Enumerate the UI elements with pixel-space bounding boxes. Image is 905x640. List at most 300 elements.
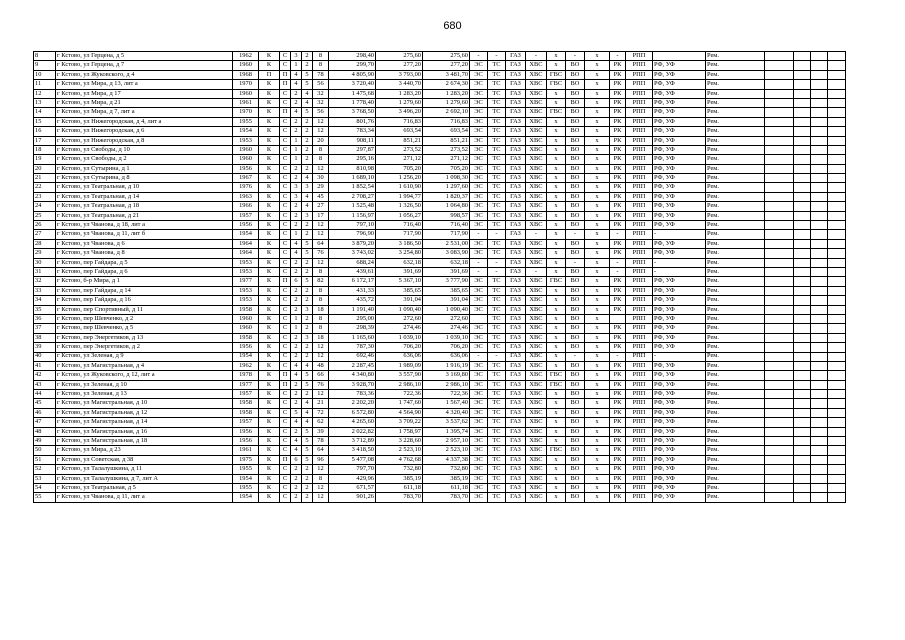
table-cell: 42	[34, 371, 56, 380]
table-cell: ГАЗ	[506, 202, 526, 211]
table-cell: 4	[302, 192, 313, 201]
table-cell: РПП	[626, 192, 653, 201]
table-cell: 1954	[233, 127, 259, 136]
empty-cell	[811, 371, 828, 380]
table-cell: Рем.	[706, 437, 765, 446]
table-cell: РК	[610, 474, 626, 483]
table-cell: ЭС	[470, 390, 488, 399]
table-cell: х	[547, 267, 566, 276]
table-cell: 2 022,82	[329, 427, 376, 436]
table-cell: ХВС	[526, 399, 547, 408]
table-row	[34, 70, 846, 79]
table-cell: 2 957,10	[423, 437, 470, 446]
empty-cell	[828, 221, 846, 230]
table-row	[34, 249, 846, 258]
table-cell: 1957	[233, 211, 259, 220]
table-cell: 716,83	[376, 117, 423, 126]
table-cell: ГАЗ	[506, 155, 526, 164]
table-cell: х	[585, 390, 610, 399]
table-cell: ГАЗ	[506, 98, 526, 107]
table-cell: Рем.	[706, 70, 765, 79]
table-cell: Рем.	[706, 221, 765, 230]
table-cell: г Кстово, ул Магистральная, д 12	[56, 408, 233, 417]
table-cell: РК	[610, 202, 626, 211]
table-cell: 2	[291, 221, 302, 230]
table-cell: ХВС	[526, 343, 547, 352]
table-cell: х	[585, 221, 610, 230]
table-cell: 17	[313, 211, 329, 220]
table-cell: ХВС	[526, 361, 547, 370]
table-cell: ВО	[566, 239, 585, 248]
table-cell: 56	[313, 80, 329, 89]
table-cell: РФ, УФ	[653, 202, 706, 211]
empty-cell	[828, 174, 846, 183]
table-cell: 1955	[233, 483, 259, 492]
table-cell: Рем.	[706, 136, 765, 145]
empty-cell	[765, 474, 794, 483]
table-cell: ЭС	[470, 89, 488, 98]
table-cell: 275,60	[376, 52, 423, 61]
table-cell: 3	[291, 183, 302, 192]
table-cell: ЭС	[470, 174, 488, 183]
table-cell: С	[280, 483, 291, 492]
table-cell: ЭС	[470, 127, 488, 136]
table-cell: С	[280, 61, 291, 70]
table-cell: х	[585, 202, 610, 211]
empty-cell	[811, 192, 828, 201]
table-cell: 12	[313, 164, 329, 173]
table-row	[34, 183, 846, 192]
table-cell: х	[585, 117, 610, 126]
table-row	[34, 333, 846, 342]
empty-cell	[794, 361, 811, 370]
empty-cell	[794, 108, 811, 117]
table-cell: С	[280, 145, 291, 154]
table-cell: х	[547, 493, 566, 502]
table-cell: 2	[291, 296, 302, 305]
table-cell: 1960	[233, 89, 259, 98]
table-cell: х	[585, 314, 610, 323]
table-cell: 4	[291, 437, 302, 446]
table-cell: х	[547, 305, 566, 314]
table-cell: ХВС	[526, 127, 547, 136]
table-cell: ТС	[488, 390, 506, 399]
table-cell: 4 564,90	[376, 408, 423, 417]
table-cell: ЭС	[470, 399, 488, 408]
table-cell: 13	[34, 98, 56, 107]
table-row	[34, 286, 846, 295]
table-cell: ГАЗ	[506, 127, 526, 136]
table-cell: 29	[313, 183, 329, 192]
table-cell: ТС	[488, 239, 506, 248]
empty-cell	[765, 230, 794, 239]
table-cell: ГАЗ	[506, 408, 526, 417]
table-cell: х	[585, 352, 610, 361]
table-cell: ГАЗ	[506, 258, 526, 267]
empty-cell	[828, 343, 846, 352]
table-cell: ГАЗ	[506, 361, 526, 370]
empty-cell	[765, 343, 794, 352]
table-cell: г Кстово, ул Сутырина, д 1	[56, 164, 233, 173]
table-cell: РПП	[626, 427, 653, 436]
table-cell: 1 852,54	[329, 183, 376, 192]
table-cell: ТС	[488, 427, 506, 436]
table-cell: 1 778,40	[329, 98, 376, 107]
empty-cell	[811, 145, 828, 154]
empty-cell	[828, 277, 846, 286]
table-cell: РФ, УФ	[653, 408, 706, 417]
table-cell: ГАЗ	[506, 164, 526, 173]
table-cell: х	[585, 98, 610, 107]
table-cell: С	[280, 202, 291, 211]
table-cell: х	[585, 371, 610, 380]
table-cell: 2	[302, 352, 313, 361]
table-cell: 46	[34, 408, 56, 417]
table-cell: 783,34	[329, 127, 376, 136]
table-cell: 32	[34, 277, 56, 286]
table-cell: ГВС	[547, 70, 566, 79]
table-cell: ГАЗ	[506, 446, 526, 455]
empty-cell	[765, 390, 794, 399]
table-cell: ВО	[566, 136, 585, 145]
table-cell: РК	[610, 277, 626, 286]
table-cell: 1	[291, 145, 302, 154]
table-cell: РПП	[626, 80, 653, 89]
table-cell: г Кстово, пер Гайдара, д 5	[56, 258, 233, 267]
table-cell: РПП	[626, 145, 653, 154]
table-row	[34, 174, 846, 183]
empty-cell	[828, 98, 846, 107]
table-cell: ГАЗ	[506, 465, 526, 474]
empty-cell	[765, 70, 794, 79]
table-cell: РПП	[626, 89, 653, 98]
table-cell: ГАЗ	[506, 437, 526, 446]
table-cell: 4	[302, 418, 313, 427]
table-cell: 1953	[233, 258, 259, 267]
table-cell: РК	[610, 333, 626, 342]
table-cell: 1960	[233, 61, 259, 70]
table-cell: ТС	[488, 333, 506, 342]
table-cell: 851,21	[376, 136, 423, 145]
table-cell: г Кстово, ул Театральная, д 14	[56, 192, 233, 201]
table-cell: ГАЗ	[506, 108, 526, 117]
table-cell: РПП	[626, 380, 653, 389]
table-row	[34, 155, 846, 164]
table-cell: 2	[291, 390, 302, 399]
table-cell: К	[259, 314, 280, 323]
table-cell: ГАЗ	[506, 80, 526, 89]
table-cell: РФ, УФ	[653, 446, 706, 455]
table-cell: РФ, УФ	[653, 80, 706, 89]
table-cell: 3	[302, 333, 313, 342]
table-cell: 37	[34, 324, 56, 333]
table-cell: 5	[302, 455, 313, 464]
empty-cell	[765, 61, 794, 70]
table-cell: С	[280, 437, 291, 446]
table-cell: ВО	[566, 296, 585, 305]
table-cell: 295,00	[329, 314, 376, 323]
table-cell: ТС	[488, 61, 506, 70]
empty-cell	[765, 136, 794, 145]
table-row	[34, 314, 846, 323]
table-cell: 8	[313, 324, 329, 333]
table-cell: ЭС	[470, 305, 488, 314]
table-cell: 38	[34, 333, 56, 342]
table-cell: ТС	[488, 80, 506, 89]
empty-cell	[765, 314, 794, 323]
table-cell: С	[280, 155, 291, 164]
table-cell: ВО	[566, 192, 585, 201]
table-cell: 908,11	[329, 136, 376, 145]
table-cell: РПП	[626, 249, 653, 258]
table-row	[34, 380, 846, 389]
empty-cell	[828, 408, 846, 417]
table-cell: 2 523,10	[376, 446, 423, 455]
table-cell: РПП	[626, 108, 653, 117]
table-cell: ЭС	[470, 70, 488, 79]
empty-cell	[794, 474, 811, 483]
table-cell: 1958	[233, 333, 259, 342]
table-row	[34, 192, 846, 201]
table-cell: х	[585, 465, 610, 474]
table-cell: 273,52	[376, 145, 423, 154]
table-cell: -	[526, 230, 547, 239]
table-cell: 5	[302, 446, 313, 455]
table-cell: -	[526, 267, 547, 276]
table-cell: 62	[313, 418, 329, 427]
empty-cell	[828, 446, 846, 455]
table-cell: ЭС	[470, 427, 488, 436]
table-cell: 4 320,40	[423, 408, 470, 417]
empty-cell	[828, 474, 846, 483]
table-cell: х	[585, 427, 610, 436]
table-cell: 39	[34, 343, 56, 352]
table-cell: 5	[302, 249, 313, 258]
table-cell: ЭС	[470, 164, 488, 173]
table-cell: С	[280, 136, 291, 145]
table-cell: РПП	[626, 267, 653, 276]
table-cell: г Кстово, ул Театральная, д 18	[56, 202, 233, 211]
table-cell: ВО	[566, 361, 585, 370]
table-cell: Рем.	[706, 333, 765, 342]
table-cell: 2 531,00	[423, 239, 470, 248]
table-cell: ЭС	[470, 80, 488, 89]
table-cell: 5	[302, 437, 313, 446]
table-cell: 1954	[233, 474, 259, 483]
table-cell: х	[547, 192, 566, 201]
table-cell: П	[259, 70, 280, 79]
table-cell: С	[280, 98, 291, 107]
table-cell: -	[610, 258, 626, 267]
table-row	[34, 277, 846, 286]
table-cell: х	[547, 164, 566, 173]
table-cell: РПП	[626, 390, 653, 399]
table-cell: ЭС	[470, 343, 488, 352]
table-cell: РФ, УФ	[653, 390, 706, 399]
table-cell: Рем.	[706, 258, 765, 267]
table-cell: С	[280, 267, 291, 276]
table-cell: ХВС	[526, 89, 547, 98]
empty-cell	[811, 352, 828, 361]
table-cell: ХВС	[526, 98, 547, 107]
table-cell: 1 098,30	[423, 174, 470, 183]
empty-cell	[828, 399, 846, 408]
empty-cell	[765, 418, 794, 427]
table-cell: ГАЗ	[506, 192, 526, 201]
table-cell: 1963	[233, 192, 259, 201]
table-cell: х	[585, 343, 610, 352]
empty-cell	[828, 145, 846, 154]
table-cell: ХВС	[526, 446, 547, 455]
table-cell: х	[547, 390, 566, 399]
table-cell: 1 567,40	[423, 399, 470, 408]
table-cell: РФ, УФ	[653, 493, 706, 502]
table-cell: С	[280, 399, 291, 408]
empty-cell	[811, 267, 828, 276]
table-cell: РПП	[626, 399, 653, 408]
table-cell: -	[488, 52, 506, 61]
table-cell: К	[259, 117, 280, 126]
table-cell: 2	[291, 305, 302, 314]
table-cell: 1	[291, 324, 302, 333]
table-cell: Рем.	[706, 483, 765, 492]
table-cell: 6	[291, 277, 302, 286]
table-cell: ВО	[566, 474, 585, 483]
table-row	[34, 446, 846, 455]
empty-cell	[794, 89, 811, 98]
table-cell: 48	[313, 361, 329, 370]
empty-cell	[794, 80, 811, 89]
empty-cell	[828, 108, 846, 117]
table-cell: 1 039,10	[423, 333, 470, 342]
table-cell: 2	[302, 493, 313, 502]
table-cell: РК	[610, 211, 626, 220]
table-cell: г Кстово, пер Шевченко, д 5	[56, 324, 233, 333]
table-cell: ВО	[566, 437, 585, 446]
table-cell: ХВС	[526, 145, 547, 154]
table-cell: 2	[291, 98, 302, 107]
table-cell: ЭС	[470, 371, 488, 380]
table-cell: х	[585, 474, 610, 483]
table-cell: ТС	[488, 483, 506, 492]
table-cell: х	[547, 202, 566, 211]
table-cell: 1 916,19	[423, 361, 470, 370]
table-cell: 5	[302, 277, 313, 286]
table-cell: 2	[291, 483, 302, 492]
table-cell: ХВС	[526, 465, 547, 474]
table-cell: ГВС	[547, 80, 566, 89]
empty-cell	[794, 352, 811, 361]
table-cell: 2	[302, 296, 313, 305]
table-cell: ЭС	[470, 286, 488, 295]
table-cell: 22	[34, 183, 56, 192]
table-cell: х	[547, 427, 566, 436]
table-cell: ВО	[566, 164, 585, 173]
table-cell: С	[280, 493, 291, 502]
table-cell: 2	[291, 380, 302, 389]
empty-cell	[765, 52, 794, 61]
table-cell: ГАЗ	[506, 230, 526, 239]
table-cell: ГАЗ	[506, 249, 526, 258]
table-cell: ЭС	[470, 493, 488, 502]
empty-cell	[811, 437, 828, 446]
table-cell: ВО	[566, 418, 585, 427]
table-cell	[470, 314, 488, 323]
table-cell: г Кстово, пер Гайдара, д 16	[56, 296, 233, 305]
empty-cell	[828, 455, 846, 464]
table-cell: ХВС	[526, 437, 547, 446]
table-cell: 1964	[233, 239, 259, 248]
table-cell: 1 283,20	[423, 89, 470, 98]
empty-cell	[811, 239, 828, 248]
table-cell: 1 994,77	[376, 192, 423, 201]
table-cell: РПП	[626, 174, 653, 183]
table-cell: РПП	[626, 70, 653, 79]
table-cell: С	[280, 352, 291, 361]
empty-cell	[765, 183, 794, 192]
table-cell: 716,40	[423, 221, 470, 230]
table-cell: ВО	[566, 399, 585, 408]
table-cell: 4	[291, 446, 302, 455]
table-cell: 271,12	[423, 155, 470, 164]
empty-cell	[765, 108, 794, 117]
table-cell: -	[653, 258, 706, 267]
table-cell: ГВС	[547, 380, 566, 389]
table-cell: К	[259, 192, 280, 201]
table-cell: 3 418,50	[329, 446, 376, 455]
empty-cell	[811, 296, 828, 305]
table-cell: х	[585, 145, 610, 154]
table-row	[34, 465, 846, 474]
empty-cell	[811, 333, 828, 342]
table-row	[34, 108, 846, 117]
table-cell: 2	[302, 221, 313, 230]
table-cell: ТС	[488, 211, 506, 220]
table-cell: 29	[34, 249, 56, 258]
table-cell: 76	[313, 249, 329, 258]
table-cell: 8	[313, 61, 329, 70]
table-cell: РФ, УФ	[653, 164, 706, 173]
table-cell: РФ, УФ	[653, 343, 706, 352]
table-cell: ТС	[488, 98, 506, 107]
empty-cell	[794, 174, 811, 183]
table-cell: К	[259, 127, 280, 136]
table-cell: 48	[34, 427, 56, 436]
table-cell: РФ, УФ	[653, 174, 706, 183]
table-cell: П	[280, 455, 291, 464]
table-cell: ЭС	[470, 437, 488, 446]
table-cell: ХВС	[526, 239, 547, 248]
table-cell: х	[585, 136, 610, 145]
table-cell: ХВС	[526, 371, 547, 380]
table-cell: 2	[302, 52, 313, 61]
table-cell: 3 537,62	[423, 418, 470, 427]
table-cell: РПП	[626, 230, 653, 239]
table-row	[34, 239, 846, 248]
table-cell: 21	[313, 399, 329, 408]
table-cell: 5	[302, 70, 313, 79]
table-cell: 4	[291, 70, 302, 79]
table-cell: РК	[610, 174, 626, 183]
empty-cell	[765, 192, 794, 201]
table-cell: ГАЗ	[506, 493, 526, 502]
table-cell: РК	[610, 164, 626, 173]
table-cell: х	[547, 52, 566, 61]
table-cell: РК	[610, 418, 626, 427]
table-cell: 2	[302, 164, 313, 173]
empty-cell	[811, 427, 828, 436]
table-cell: 1961	[233, 98, 259, 107]
